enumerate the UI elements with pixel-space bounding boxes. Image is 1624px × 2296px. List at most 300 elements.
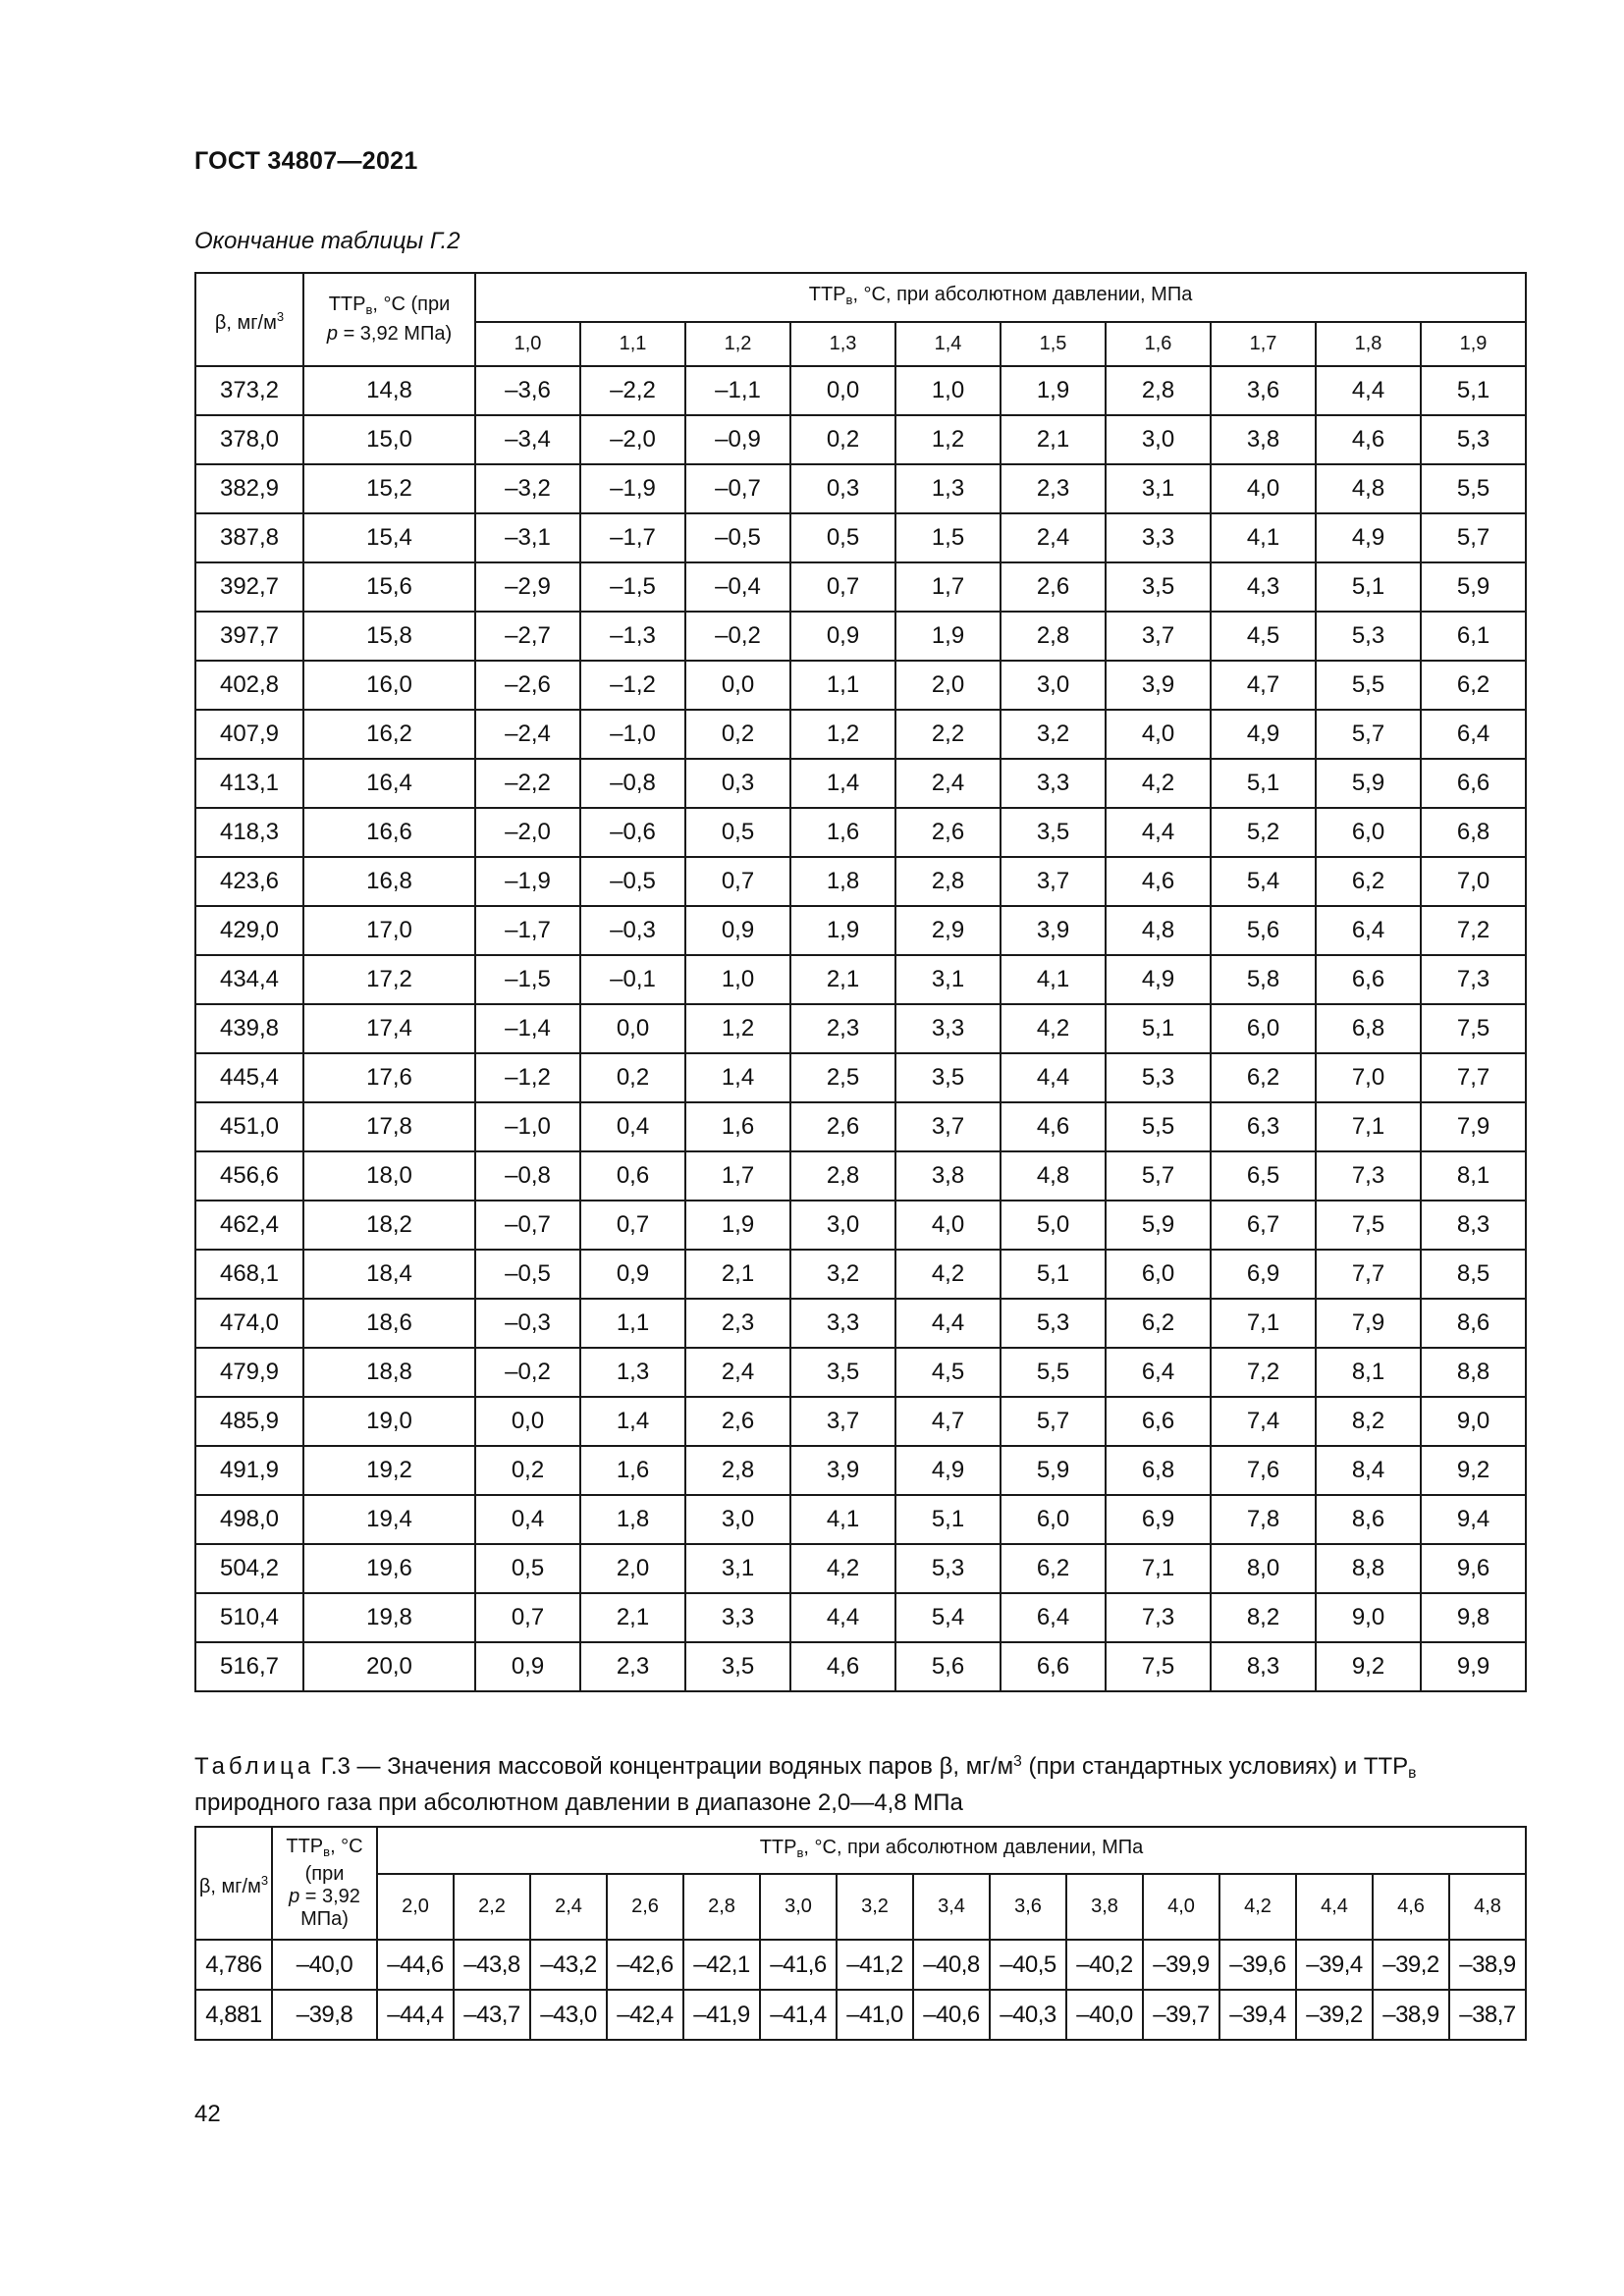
ttp-392-cell: 20,0	[303, 1642, 475, 1691]
ttp-cell: 6,4	[1421, 710, 1526, 759]
ttp-cell: 5,6	[895, 1642, 1001, 1691]
ttp-392-cell: 17,2	[303, 955, 475, 1004]
ttp-cell: –1,3	[580, 612, 685, 661]
ttp-cell: –0,5	[685, 513, 790, 562]
ttp-cell: 5,7	[1316, 710, 1421, 759]
ttp-cell: 2,8	[1001, 612, 1106, 661]
ttp-392-cell: 14,8	[303, 366, 475, 415]
ttp-cell: 3,7	[1106, 612, 1211, 661]
ttp-392-cell: 19,8	[303, 1593, 475, 1642]
ttp-cell: 4,8	[1316, 464, 1421, 513]
ttp-cell: 8,5	[1421, 1250, 1526, 1299]
table-row	[195, 857, 1526, 906]
beta-cell: 407,9	[195, 710, 303, 759]
ttp-cell: –0,5	[580, 857, 685, 906]
beta-cell: 378,0	[195, 415, 303, 464]
beta-cell: 382,9	[195, 464, 303, 513]
ttp-cell: 2,8	[685, 1446, 790, 1495]
ttp-cell: 5,4	[1211, 857, 1316, 906]
ttp-cell: 6,0	[1316, 808, 1421, 857]
ttp-cell: 1,7	[685, 1151, 790, 1201]
ttp-cell: 1,0	[685, 955, 790, 1004]
ttp-cell: 5,1	[1211, 759, 1316, 808]
ttp-cell: –1,2	[580, 661, 685, 710]
ttp-cell: 7,5	[1316, 1201, 1421, 1250]
ttp-cell: 3,6	[1211, 366, 1316, 415]
beta-cell: 468,1	[195, 1250, 303, 1299]
ttp-cell: 2,6	[790, 1102, 895, 1151]
ttp-cell: 2,3	[685, 1299, 790, 1348]
ttp-cell: 4,4	[1106, 808, 1211, 857]
ttp-cell: –2,4	[475, 710, 580, 759]
ttp-392-cell: 19,6	[303, 1544, 475, 1593]
beta-cell: 510,4	[195, 1593, 303, 1642]
ttp-cell: 5,7	[1106, 1151, 1211, 1201]
ttp-cell: 5,1	[1316, 562, 1421, 612]
ttp-cell: 6,8	[1421, 808, 1526, 857]
ttp-392-cell: 16,6	[303, 808, 475, 857]
ttp-cell: 4,2	[895, 1250, 1001, 1299]
ttp-cell: –0,8	[580, 759, 685, 808]
pressure-header: 4,8	[1449, 1874, 1526, 1940]
ttp-cell: 7,1	[1211, 1299, 1316, 1348]
ttp-cell: 7,7	[1421, 1053, 1526, 1102]
ttp-cell: 1,3	[580, 1348, 685, 1397]
table-row	[195, 1642, 1526, 1691]
ttp-cell: –2,2	[475, 759, 580, 808]
beta-cell: 418,3	[195, 808, 303, 857]
ttp-cell: 6,1	[1421, 612, 1526, 661]
ttp-cell: –39,4	[1219, 1990, 1296, 2040]
ttp-cell: 2,6	[895, 808, 1001, 857]
ttp-cell: 0,0	[580, 1004, 685, 1053]
ttp-cell: 5,9	[1316, 759, 1421, 808]
ttp-cell: 5,2	[1211, 808, 1316, 857]
ttp-cell: –0,9	[685, 415, 790, 464]
beta-cell: 373,2	[195, 366, 303, 415]
ttp-cell: 8,8	[1421, 1348, 1526, 1397]
ttp-cell: 6,6	[1421, 759, 1526, 808]
ttp-cell: 2,5	[790, 1053, 895, 1102]
pressure-header: 4,0	[1143, 1874, 1219, 1940]
table-row	[195, 1495, 1526, 1544]
ttp-cell: 5,5	[1106, 1102, 1211, 1151]
ttp-cell: 3,3	[790, 1299, 895, 1348]
table-row	[195, 562, 1526, 612]
ttp-cell: 0,3	[685, 759, 790, 808]
ttp-cell: –1,7	[475, 906, 580, 955]
ttp-cell: 4,6	[1316, 415, 1421, 464]
ttp-cell: –42,1	[683, 1940, 760, 1990]
ttp-cell: 0,5	[685, 808, 790, 857]
ttp-cell: 1,5	[895, 513, 1001, 562]
ttp-cell: 5,1	[895, 1495, 1001, 1544]
ttp-cell: –42,6	[607, 1940, 683, 1990]
ttp-cell: 2,6	[685, 1397, 790, 1446]
ttp-cell: –0,7	[475, 1201, 580, 1250]
table-row	[195, 710, 1526, 759]
ttp-cell: –0,5	[475, 1250, 580, 1299]
ttp-cell: –3,1	[475, 513, 580, 562]
ttp-cell: 0,2	[685, 710, 790, 759]
ttp-cell: –1,2	[475, 1053, 580, 1102]
pressure-header: 2,8	[683, 1874, 760, 1940]
ttp-cell: –41,0	[837, 1990, 913, 2040]
header-beta: β, $мг/м^3$	[195, 273, 303, 366]
ttp-cell: 2,1	[1001, 415, 1106, 464]
ttp-cell: 4,1	[1211, 513, 1316, 562]
ttp-cell: 7,3	[1106, 1593, 1211, 1642]
ttp-cell: 5,1	[1106, 1004, 1211, 1053]
ttp-cell: 5,1	[1001, 1250, 1106, 1299]
ttp-cell: 1,1	[790, 661, 895, 710]
ttp-cell: 5,8	[1211, 955, 1316, 1004]
ttp-cell: 5,3	[1106, 1053, 1211, 1102]
ttp-cell: 5,3	[1421, 415, 1526, 464]
ttp-cell: 3,0	[685, 1495, 790, 1544]
ttp-cell: 6,5	[1211, 1151, 1316, 1201]
beta-cell: 485,9	[195, 1397, 303, 1446]
ttp-cell: 1,2	[790, 710, 895, 759]
table-row	[195, 415, 1526, 464]
ttp-cell: 2,2	[895, 710, 1001, 759]
table-row	[195, 1446, 1526, 1495]
ttp-cell: 5,3	[1316, 612, 1421, 661]
ttp-cell: –2,7	[475, 612, 580, 661]
pressure-header: 1,0	[475, 322, 580, 366]
ttp-cell: 0,2	[790, 415, 895, 464]
pressure-header: 3,4	[913, 1874, 990, 1940]
pressure-header: 3,6	[990, 1874, 1066, 1940]
ttp-cell: 7,1	[1316, 1102, 1421, 1151]
pressure-header: 1,6	[1106, 322, 1211, 366]
ttp-cell: 0,4	[580, 1102, 685, 1151]
table-row	[195, 1151, 1526, 1201]
document-id: ГОСТ 34807—2021	[194, 147, 418, 175]
ttp-cell: 2,3	[580, 1642, 685, 1691]
ttp-cell: 0,5	[475, 1544, 580, 1593]
table-row	[195, 1004, 1526, 1053]
ttp-cell: 4,6	[1001, 1102, 1106, 1151]
ttp-cell: 1,6	[790, 808, 895, 857]
ttp-cell: 6,6	[1106, 1397, 1211, 1446]
table-row	[195, 1593, 1526, 1642]
ttp-cell: 9,4	[1421, 1495, 1526, 1544]
pressure-header: 2,0	[377, 1874, 454, 1940]
table-row	[195, 906, 1526, 955]
ttp-cell: 4,7	[1211, 661, 1316, 710]
ttp-cell: –43,8	[454, 1940, 530, 1990]
ttp-cell: 9,9	[1421, 1642, 1526, 1691]
ttp-cell: –1,7	[580, 513, 685, 562]
pressure-header: 4,4	[1296, 1874, 1373, 1940]
ttp-cell: 1,4	[790, 759, 895, 808]
ttp-cell: 5,9	[1106, 1201, 1211, 1250]
table-row	[195, 1299, 1526, 1348]
ttp-392-cell: 16,0	[303, 661, 475, 710]
ttp-cell: –39,7	[1143, 1990, 1219, 2040]
ttp-cell: 3,7	[790, 1397, 895, 1446]
ttp-cell: –1,5	[580, 562, 685, 612]
beta-cell: 491,9	[195, 1446, 303, 1495]
ttp-cell: –40,2	[1066, 1940, 1143, 1990]
beta-cell: 504,2	[195, 1544, 303, 1593]
ttp-cell: 3,9	[1001, 906, 1106, 955]
ttp-cell: –43,0	[530, 1990, 607, 2040]
ttp-cell: 4,4	[1316, 366, 1421, 415]
ttp-cell: 7,3	[1316, 1151, 1421, 1201]
beta-cell: 516,7	[195, 1642, 303, 1691]
ttp-cell: 3,5	[1106, 562, 1211, 612]
ttp-cell: 2,0	[580, 1544, 685, 1593]
ttp-cell: –1,9	[580, 464, 685, 513]
ttp-cell: 0,2	[580, 1053, 685, 1102]
ttp-cell: 4,9	[1106, 955, 1211, 1004]
ttp-392-cell: 16,2	[303, 710, 475, 759]
ttp-cell: 3,5	[790, 1348, 895, 1397]
ttp-cell: 8,2	[1316, 1397, 1421, 1446]
table-row	[195, 366, 1526, 415]
ttp-cell: 5,7	[1001, 1397, 1106, 1446]
ttp-392-cell: 15,8	[303, 612, 475, 661]
ttp-cell: 9,8	[1421, 1593, 1526, 1642]
ttp-392-cell: 18,2	[303, 1201, 475, 1250]
ttp-cell: –39,9	[1143, 1940, 1219, 1990]
ttp-cell: 5,1	[1421, 366, 1526, 415]
ttp-cell: –0,4	[685, 562, 790, 612]
ttp-cell: –39,2	[1373, 1940, 1449, 1990]
ttp-cell: 0,0	[475, 1397, 580, 1446]
ttp-392-cell: 15,4	[303, 513, 475, 562]
beta-cell: 429,0	[195, 906, 303, 955]
ttp-cell: 3,0	[1001, 661, 1106, 710]
ttp-392-cell: –40,0	[272, 1940, 377, 1990]
ttp-cell: 3,1	[685, 1544, 790, 1593]
ttp-cell: 4,1	[1001, 955, 1106, 1004]
beta-cell: 445,4	[195, 1053, 303, 1102]
ttp-cell: 3,2	[1001, 710, 1106, 759]
ttp-cell: 4,8	[1001, 1151, 1106, 1201]
ttp-cell: 2,0	[895, 661, 1001, 710]
ttp-cell: 4,7	[895, 1397, 1001, 1446]
ttp-cell: 5,3	[895, 1544, 1001, 1593]
ttp-cell: 6,2	[1316, 857, 1421, 906]
table-row	[195, 955, 1526, 1004]
ttp-cell: 4,9	[1316, 513, 1421, 562]
ttp-cell: 4,4	[895, 1299, 1001, 1348]
ttp-cell: –0,2	[685, 612, 790, 661]
ttp-cell: 2,4	[685, 1348, 790, 1397]
ttp-cell: –2,0	[475, 808, 580, 857]
table-row	[195, 513, 1526, 562]
ttp-cell: 8,0	[1211, 1544, 1316, 1593]
beta-cell: 479,9	[195, 1348, 303, 1397]
ttp-cell: 0,4	[475, 1495, 580, 1544]
ttp-cell: 0,3	[790, 464, 895, 513]
ttp-cell: 6,9	[1106, 1495, 1211, 1544]
header-ttp-pressure-group: $ТТР_в$, °С, при абсолютном давлении, МПа	[377, 1827, 1526, 1874]
table-row	[195, 1102, 1526, 1151]
ttp-cell: –0,7	[685, 464, 790, 513]
beta-cell: 423,6	[195, 857, 303, 906]
ttp-cell: 8,3	[1211, 1642, 1316, 1691]
ttp-cell: 6,4	[1316, 906, 1421, 955]
ttp-cell: 3,3	[1106, 513, 1211, 562]
ttp-cell: –1,0	[475, 1102, 580, 1151]
ttp-cell: 2,1	[580, 1593, 685, 1642]
ttp-cell: 3,5	[895, 1053, 1001, 1102]
pressure-header: 1,4	[895, 322, 1001, 366]
pressure-header: 1,5	[1001, 322, 1106, 366]
beta-cell: 474,0	[195, 1299, 303, 1348]
ttp-cell: 0,9	[580, 1250, 685, 1299]
ttp-cell: –42,4	[607, 1990, 683, 2040]
ttp-cell: 0,7	[790, 562, 895, 612]
ttp-cell: 2,3	[790, 1004, 895, 1053]
ttp-cell: 3,1	[1106, 464, 1211, 513]
pressure-header: 2,6	[607, 1874, 683, 1940]
ttp-cell: –0,8	[475, 1151, 580, 1201]
ttp-cell: 9,6	[1421, 1544, 1526, 1593]
ttp-cell: –39,6	[1219, 1940, 1296, 1990]
ttp-cell: 1,6	[580, 1446, 685, 1495]
ttp-cell: 4,6	[790, 1642, 895, 1691]
ttp-cell: 5,3	[1001, 1299, 1106, 1348]
ttp-cell: 7,1	[1106, 1544, 1211, 1593]
beta-cell: 451,0	[195, 1102, 303, 1151]
beta-cell: 434,4	[195, 955, 303, 1004]
ttp-cell: 5,4	[895, 1593, 1001, 1642]
ttp-cell: –41,6	[760, 1940, 837, 1990]
ttp-392-cell: –39,8	[272, 1990, 377, 2040]
ttp-cell: –41,4	[760, 1990, 837, 2040]
ttp-cell: 1,9	[685, 1201, 790, 1250]
pressure-header: 1,8	[1316, 322, 1421, 366]
ttp-cell: 1,4	[685, 1053, 790, 1102]
ttp-cell: –44,4	[377, 1990, 454, 2040]
ttp-cell: 4,4	[790, 1593, 895, 1642]
ttp-cell: 4,2	[1106, 759, 1211, 808]
ttp-cell: –40,6	[913, 1990, 990, 2040]
ttp-cell: –38,9	[1449, 1940, 1526, 1990]
ttp-cell: 9,2	[1421, 1446, 1526, 1495]
ttp-cell: 9,2	[1316, 1642, 1421, 1691]
ttp-cell: 2,4	[895, 759, 1001, 808]
ttp-cell: 6,8	[1316, 1004, 1421, 1053]
ttp-cell: 8,3	[1421, 1201, 1526, 1250]
ttp-cell: 1,7	[895, 562, 1001, 612]
ttp-cell: 8,4	[1316, 1446, 1421, 1495]
table-row	[195, 1544, 1526, 1593]
ttp-cell: 3,3	[895, 1004, 1001, 1053]
ttp-cell: 1,1	[580, 1299, 685, 1348]
ttp-cell: –0,6	[580, 808, 685, 857]
ttp-cell: 5,0	[1001, 1201, 1106, 1250]
ttp-cell: 3,5	[685, 1642, 790, 1691]
table-row	[195, 1940, 1526, 1990]
ttp-cell: 1,6	[685, 1102, 790, 1151]
ttp-cell: 4,1	[790, 1495, 895, 1544]
ttp-cell: –0,3	[475, 1299, 580, 1348]
ttp-cell: –1,9	[475, 857, 580, 906]
ttp-cell: –43,2	[530, 1940, 607, 1990]
ttp-cell: 1,9	[895, 612, 1001, 661]
ttp-cell: 4,0	[1106, 710, 1211, 759]
ttp-cell: 7,8	[1211, 1495, 1316, 1544]
ttp-cell: 5,5	[1001, 1348, 1106, 1397]
ttp-cell: 7,6	[1211, 1446, 1316, 1495]
ttp-392-cell: 15,0	[303, 415, 475, 464]
ttp-cell: 4,9	[895, 1446, 1001, 1495]
beta-cell: 4,881	[195, 1990, 272, 2040]
ttp-cell: –2,0	[580, 415, 685, 464]
ttp-cell: 8,8	[1316, 1544, 1421, 1593]
ttp-cell: 2,9	[895, 906, 1001, 955]
ttp-cell: 5,5	[1316, 661, 1421, 710]
beta-cell: 397,7	[195, 612, 303, 661]
table-g3-caption: Таблица Г.3 — Значения массовой концентрации водяных паров β, $мг/м^3$ (при стандартных условиях) и $ТТР_в$ природного газа при абсолютном давлении в диапазоне 2,0—4,8 МПа	[194, 1753, 1417, 1816]
ttp-cell: –40,8	[913, 1940, 990, 1990]
ttp-cell: 7,4	[1211, 1397, 1316, 1446]
ttp-cell: –40,3	[990, 1990, 1066, 2040]
ttp-cell: 2,6	[1001, 562, 1106, 612]
ttp-cell: 6,2	[1211, 1053, 1316, 1102]
ttp-cell: 6,4	[1001, 1593, 1106, 1642]
ttp-cell: –0,3	[580, 906, 685, 955]
ttp-cell: –2,6	[475, 661, 580, 710]
ttp-cell: 4,2	[1001, 1004, 1106, 1053]
ttp-392-cell: 19,2	[303, 1446, 475, 1495]
ttp-392-cell: 15,6	[303, 562, 475, 612]
ttp-cell: 1,2	[895, 415, 1001, 464]
ttp-cell: 3,1	[895, 955, 1001, 1004]
table-g3	[194, 1826, 1527, 2041]
ttp-cell: 3,0	[790, 1201, 895, 1250]
ttp-cell: 7,5	[1421, 1004, 1526, 1053]
ttp-cell: 7,0	[1316, 1053, 1421, 1102]
ttp-392-cell: 18,8	[303, 1348, 475, 1397]
ttp-392-cell: 16,4	[303, 759, 475, 808]
ttp-cell: 8,6	[1316, 1495, 1421, 1544]
ttp-cell: –38,9	[1373, 1990, 1449, 2040]
ttp-cell: 7,2	[1421, 906, 1526, 955]
ttp-cell: –38,7	[1449, 1990, 1526, 2040]
ttp-cell: 6,0	[1001, 1495, 1106, 1544]
ttp-cell: 2,1	[790, 955, 895, 1004]
beta-cell: 387,8	[195, 513, 303, 562]
ttp-cell: 1,9	[790, 906, 895, 955]
ttp-cell: –39,2	[1296, 1990, 1373, 2040]
ttp-cell: 2,3	[1001, 464, 1106, 513]
ttp-cell: 6,7	[1211, 1201, 1316, 1250]
ttp-cell: 0,6	[580, 1151, 685, 1201]
page-number: 42	[194, 2101, 221, 2127]
pressure-header: 3,8	[1066, 1874, 1143, 1940]
ttp-cell: 8,1	[1316, 1348, 1421, 1397]
pressure-header: 1,9	[1421, 322, 1526, 366]
table-row	[195, 1053, 1526, 1102]
ttp-392-cell: 17,8	[303, 1102, 475, 1151]
ttp-cell: 3,0	[1106, 415, 1211, 464]
ttp-cell: 4,9	[1211, 710, 1316, 759]
ttp-cell: 4,6	[1106, 857, 1211, 906]
pressure-header: 1,3	[790, 322, 895, 366]
beta-cell: 439,8	[195, 1004, 303, 1053]
ttp-cell: 7,5	[1106, 1642, 1211, 1691]
ttp-cell: 0,9	[475, 1642, 580, 1691]
ttp-cell: 7,9	[1421, 1102, 1526, 1151]
pressure-header: 3,2	[837, 1874, 913, 1940]
